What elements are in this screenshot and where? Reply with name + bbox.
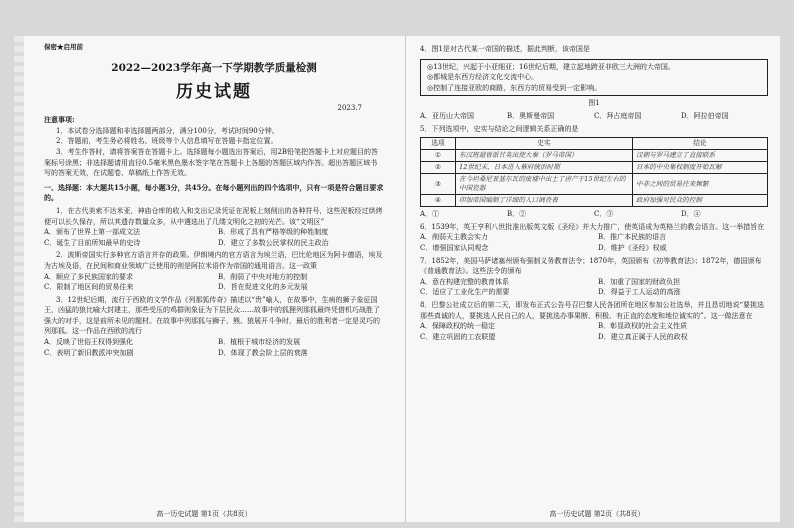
question-stem: 5．下列选项中，史实与结论之间逻辑关系正确的是	[420, 124, 579, 133]
note-1: 1．本试卷分选择题和非选择题两部分，满分100分，考试时间90分钟。	[56, 126, 279, 135]
option-a: A．亚历山大帝国	[420, 111, 475, 120]
option-c: C．适应了工业化生产的需要	[420, 288, 510, 297]
option-d: D．阿拉伯帝国	[681, 111, 729, 120]
option-d: D．维护《圣经》权威	[598, 243, 667, 252]
option-b: B．②	[507, 210, 527, 219]
table-cell: 汉朝与罗马建立了直接联系	[633, 150, 768, 162]
exam-title: 2022—2023学年高一下学期教学质量检测	[111, 61, 317, 74]
option-c: C．限制了地区间的贸易往来	[44, 283, 134, 292]
option-a: A．削弱天主教会实力	[420, 233, 489, 242]
exam-date: 2023.7	[337, 103, 362, 112]
question-stem: 1．在古代美索不达米亚，神庙仓库的收入和支出记录凭证在泥板上刻削出的各种符号，这些泥板经过烘烤便可以长久保存，所以其遗存数量众多，从中遴选出了几缕文明化之初的光芒。该“文明区”	[44, 206, 383, 226]
exam-sheet	[14, 36, 780, 522]
table-row	[421, 150, 768, 162]
confidential-label: 保密★启用前	[44, 43, 83, 51]
page-divider	[405, 36, 406, 522]
question-4	[420, 44, 768, 122]
option-list	[420, 209, 768, 220]
question-stem: 6．1539年，英王亨利八世批准出版英文版《圣经》并大力推广，使英语成为英格兰的教会语言。这一举措旨在	[420, 222, 765, 231]
description-line-1: ◎13世纪，兴起于小亚细亚；16世纪后期，建立起地跨亚非欧三大洲的大帝国。	[427, 62, 675, 71]
table-cell: 政府加强对民众的控制	[633, 195, 768, 207]
table-cell: 印加帝国编制了详细的人口调查表	[456, 195, 633, 207]
option-d: D．体现了教会阶上层的衰落	[218, 348, 308, 357]
option-a: A．反映了世俗王权得到强化	[44, 338, 134, 347]
question-6	[420, 222, 768, 254]
description-box	[420, 59, 768, 97]
table-header: 史实	[456, 138, 633, 150]
option-list	[420, 321, 768, 342]
option-d: D．得益于工人运动的高涨	[598, 288, 681, 297]
question-stem: 3．12世纪后期，流行于西欧的文学作品《列那狐传奇》描述以“贵”喻人，在故事中，生病的狮子象征国王，凶猛的狼比喻大封建主，那些受压的鸡群则象征为下层民众……故事中的狐狸列那狐最终凭借机巧战胜了强大的对手，这是前所未见的题材。在故事中列那狐与狮子、熊、狼展开斗争时，最后的胜利者一定是灵巧的列那狐。这一作品在西欧的流行	[44, 295, 380, 336]
option-list	[44, 272, 384, 293]
table-cell: ③	[421, 174, 456, 195]
option-b: B．植根于城市经济的发展	[218, 338, 301, 347]
question-stem: 2．波斯帝国实行多种官方语言并存的政策。伊朗境内的官方语言为埃兰语，巴比伦地区为阿卡德语，埃及为古埃及语，在民间和商业领域广泛使用的则是阿拉米语作为帝国的通用语言。这一政策	[44, 251, 383, 270]
option-c: C．表明了新旧教派冲突加剧	[44, 348, 134, 357]
notes-title: 注意事项:	[44, 115, 75, 125]
option-d: D．建立了多数公民掌权的民主政治	[218, 238, 329, 247]
facts-table	[420, 137, 768, 207]
description-line-2: ◎都城是东西方经济文化交流中心。	[427, 73, 539, 82]
option-c: C．③	[594, 210, 614, 219]
question-2	[44, 250, 384, 292]
note-3: 3．考生作答时，请将答案答在答题卡上。选择题每小题选出答案后，用2B铅笔把答题卡上对应题目的答案标号涂黑；非选择题请用直径0.5毫米黑色墨水签字笔在答题卡上各题的答题区域内作答。超出答题区域书写的答案无效，在试题卷、草稿纸上作答无效。	[44, 147, 379, 178]
question-8	[420, 300, 768, 342]
question-5	[420, 124, 768, 220]
option-list	[420, 232, 768, 253]
option-list	[44, 227, 384, 248]
description-line-3: ◎控制了连接亚欧的商路，东西方的贸易受到一定影响。	[427, 83, 602, 92]
table-row	[421, 162, 768, 174]
option-d: D．④	[681, 210, 701, 219]
section-1-heading: 一、选择题：本大题共15小题，每小题3分，共45分。在每小题列出的四个选项中，只有一项是符合题目要求的。	[44, 182, 384, 203]
option-c: C．增强国家认同观念	[420, 243, 489, 252]
question-1	[44, 206, 384, 248]
table-cell: 东汉班超曾派甘英出使大秦（罗马帝国）	[456, 150, 633, 162]
option-a: A．保障政权的统一稳定	[420, 322, 496, 331]
table-cell: 在今坦桑尼亚基尔瓦的废墟中出土了唐产于15世纪左右的中国瓷器	[456, 174, 633, 195]
option-d: D．建立真正属于人民的政权	[598, 332, 688, 341]
option-b: B．推广本民族的语言	[598, 233, 667, 242]
question-stem: 4．图1是对古代某一帝国的描述，据此判断，该帝国是	[420, 45, 590, 53]
question-7	[420, 256, 768, 298]
question-stem: 8．巴黎公社成立后的第二天，即发布正式公告号召巴黎人民各团所在地区参加公社选举，并且恳切地说“要挑选那些真诚的人，要挑选人民自己的人，要挑选办事果断、积极、有正直的态度和地位诚实的”。这一做法意在	[420, 300, 765, 320]
table-cell: 中非之间的贸易往来频繁	[633, 174, 768, 195]
table-header: 结论	[633, 138, 768, 150]
option-b: B．削弱了中央对地方的控制	[218, 272, 308, 281]
question-stem: 7．1852年，美国马萨诸塞州颁布强制义务教育法令；1870年，英国颁布《初等教育法》；1872年，德国颁布《普通教育法》。这些法令的颁布	[420, 256, 762, 276]
subject-title: 历史试题	[176, 81, 252, 102]
option-d: D．旨在促进文化的多元发展	[218, 283, 308, 292]
option-b: B．加重了国家的财政负担	[598, 277, 681, 286]
table-row	[421, 195, 768, 207]
option-c: C．拜占庭帝国	[594, 111, 642, 120]
table-cell: 日本的中央集权制度开始瓦解	[633, 162, 768, 174]
option-a: A．意在构建完整的教育体系	[420, 277, 510, 286]
option-a: A．颁布了世界上第一部成文法	[44, 228, 141, 237]
figure-caption: 图1	[588, 99, 600, 108]
table-cell: ④	[421, 195, 456, 207]
table-cell: 12世纪末，日本进入幕府统治时期	[456, 162, 633, 174]
option-b: B．奥斯曼帝国	[507, 111, 555, 120]
table-header-row	[421, 138, 768, 150]
note-2: 2．答题前，考生务必将姓名、班级等个人信息填写在答题卡指定位置。	[56, 137, 278, 146]
page-1	[14, 36, 394, 522]
option-b: B．形成了具有严格等级的种姓制度	[218, 228, 329, 237]
option-list	[420, 277, 768, 298]
page-2-footer: 高一历史试题 第2页（共8页）	[549, 510, 645, 519]
option-list	[44, 337, 384, 358]
table-cell: ①	[421, 150, 456, 162]
table-header: 选项	[421, 138, 456, 150]
option-a: A．顺应了多民族国家的要求	[44, 272, 134, 281]
option-c: C．建立巩固的工农联盟	[420, 332, 496, 341]
option-a: A．①	[420, 210, 440, 219]
question-3	[44, 295, 384, 359]
option-c: C．诞生了目前所知最早的史诗	[44, 238, 141, 247]
page-2	[414, 36, 780, 522]
option-list	[420, 111, 768, 122]
table-cell: ②	[421, 162, 456, 174]
table-row	[421, 174, 768, 195]
option-b: B．彰显政权的社会主义性质	[598, 322, 688, 331]
page-1-footer: 高一历史试题 第1页（共8页）	[156, 510, 252, 519]
